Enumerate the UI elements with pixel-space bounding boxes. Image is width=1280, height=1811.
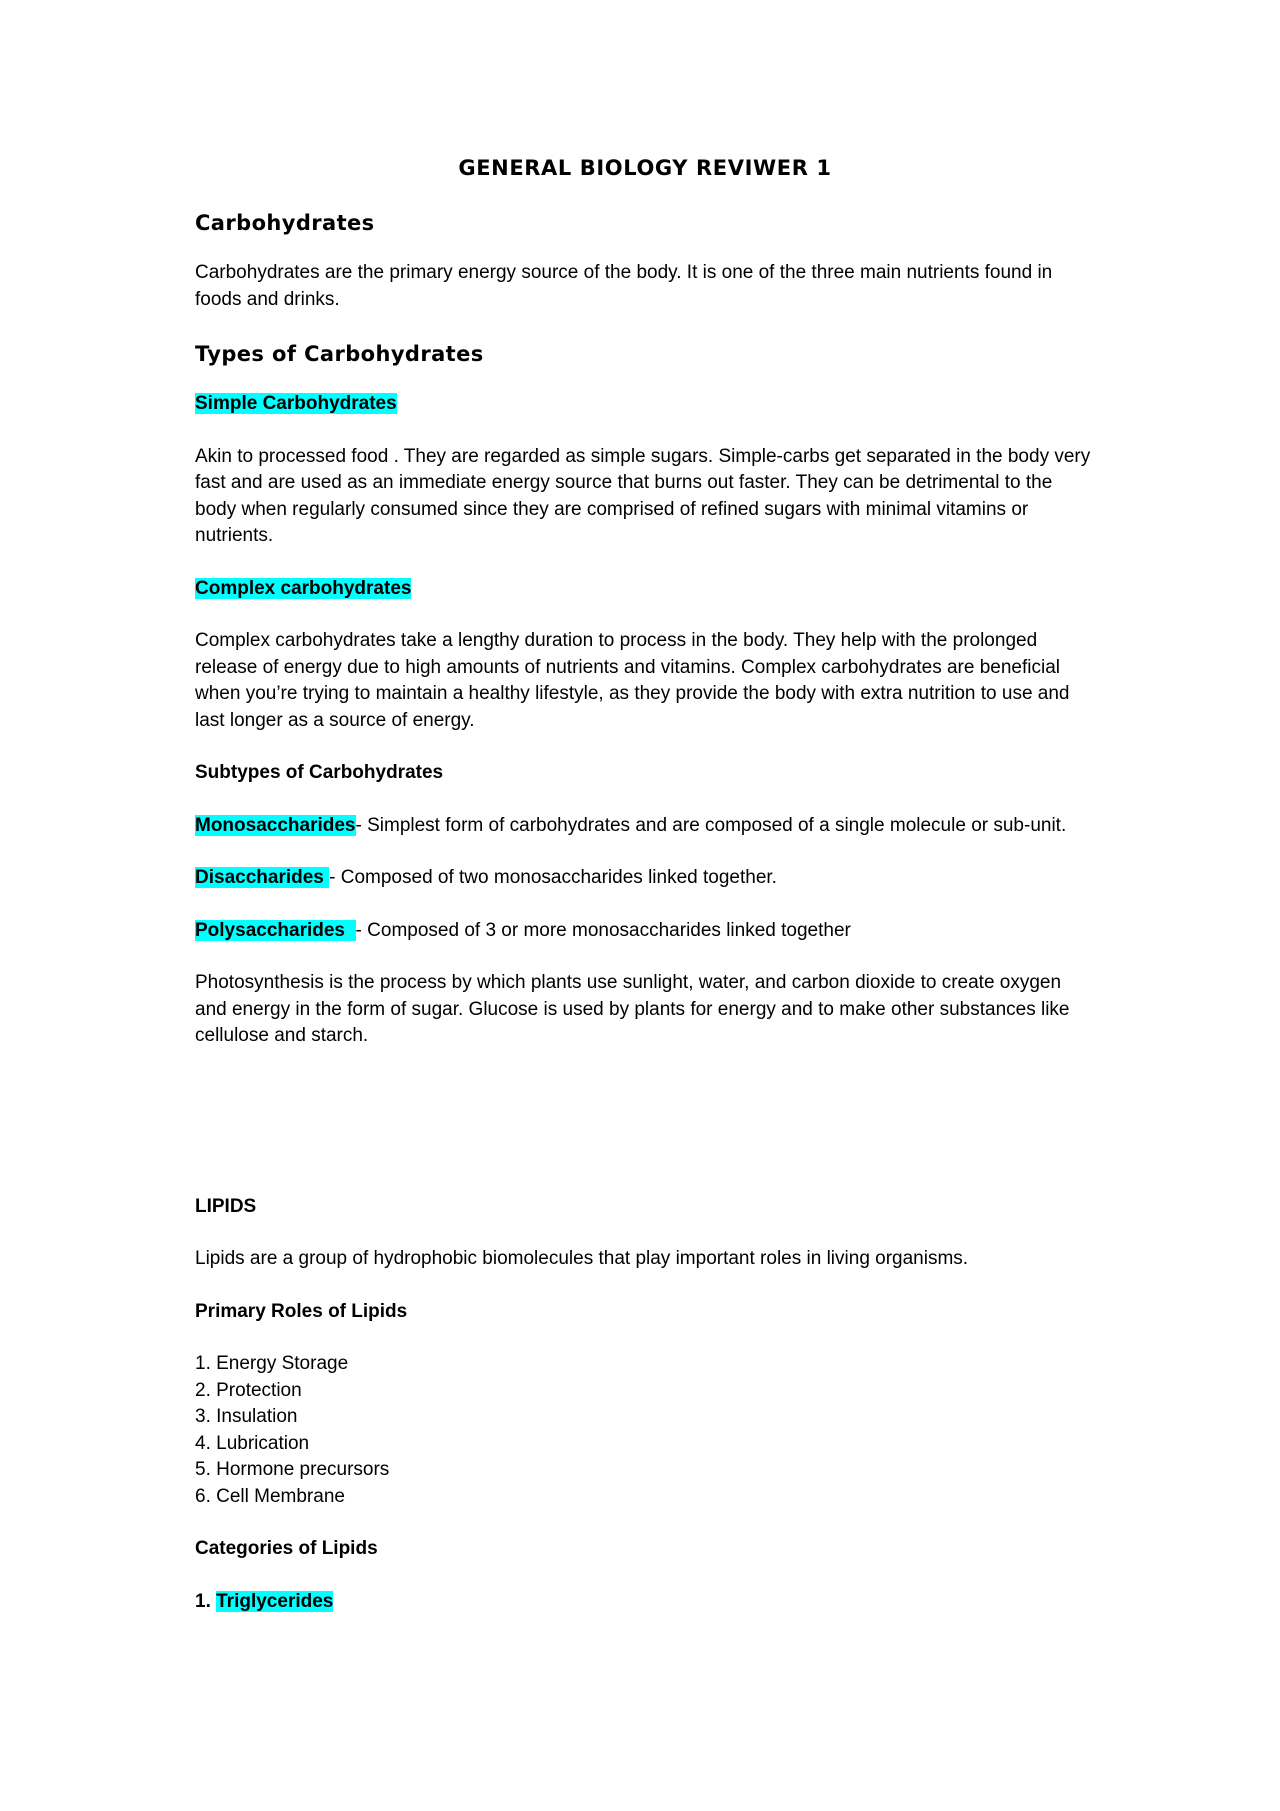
list-item: 4. Lubrication (195, 1432, 310, 1454)
lipids-heading: LIPIDS (195, 1195, 257, 1217)
complex-carbohydrates-text: Complex carbohydrates take a lengthy duration to process in the body. They help with the prolonged release of energy due to high amounts of nutrients and vitamins. Complex carbohydrates are beneficial when you’re trying to maintain a healthy lifestyle, as they provide the body with extra nutrition to use and last longer as a source of energy. (195, 630, 1070, 731)
subtype-term-highlight: Monosaccharides (195, 814, 356, 836)
subtype-definition: - Simplest form of carbohydrates and are composed of a single molecule or sub-unit. (355, 814, 1067, 836)
subtype-term-highlight: Disaccharides (195, 867, 330, 888)
subtype-definition: - Composed of 3 or more monosaccharides linked together (355, 919, 851, 941)
list-item: 1. Energy Storage (195, 1353, 349, 1374)
photosynthesis-paragraph: Photosynthesis is the process by which plants use sunlight, water, and carbon dioxide to create oxygen and energy in the form of sugar. Glucose is used by plants for energy and to make other substances like cellulose and starch. (195, 972, 1070, 1046)
list-item: 5. Hormone precursors (195, 1459, 390, 1480)
document-title: GENERAL BIOLOGY REVIWER 1 (458, 156, 832, 180)
simple-carbohydrates-highlight: Simple Carbohydrates (195, 393, 397, 414)
subtype-disaccharides (195, 865, 1095, 892)
list-item: 6. Cell Membrane (195, 1485, 345, 1507)
subtype-definition: - Composed of two monosaccharides linked together. (329, 867, 777, 888)
primary-roles-heading: Primary Roles of Lipids (195, 1300, 408, 1322)
simple-carbohydrates-subheading (195, 391, 1095, 418)
triglycerides-highlight: Triglycerides (216, 1590, 334, 1612)
list-item: 3. Insulation (195, 1406, 298, 1427)
lipid-roles-list (195, 1351, 1095, 1510)
subtype-polysaccharides (195, 918, 1095, 945)
types-of-carbohydrates-heading: Types of Carbohydrates (195, 342, 484, 366)
document-body (195, 150, 1095, 1641)
category-triglycerides (195, 1589, 1095, 1616)
list-item: 2. Protection (195, 1379, 302, 1401)
lipids-intro: Lipids are a group of hydrophobic biomolecules that play important roles in living organisms. (195, 1248, 969, 1269)
complex-carbohydrates-highlight: Complex carbohydrates (195, 577, 412, 599)
section-spacer (195, 1076, 1095, 1194)
complex-carbohydrates-subheading (195, 576, 1095, 603)
category-number: 1. (195, 1590, 217, 1612)
subtypes-heading: Subtypes of Carbohydrates (195, 762, 444, 783)
categories-of-lipids-heading: Categories of Lipids (195, 1538, 378, 1559)
subtype-monosaccharides (195, 813, 1095, 840)
carbohydrates-heading: Carbohydrates (195, 211, 375, 235)
carbohydrates-intro: Carbohydrates are the primary energy source of the body. It is one of the three main nutrients found in foods and drinks. (195, 262, 1053, 310)
simple-carbohydrates-text: Akin to processed food . They are regarded as simple sugars. Simple-carbs get separated in the body very fast and are used as an immediate energy source that burns out faster. They can be detrimental to the body when regularly consumed since they are comprised of refined sugars with minimal vitamins or nutrients. (195, 445, 1091, 546)
subtype-term-highlight: Polysaccharides (195, 919, 356, 941)
